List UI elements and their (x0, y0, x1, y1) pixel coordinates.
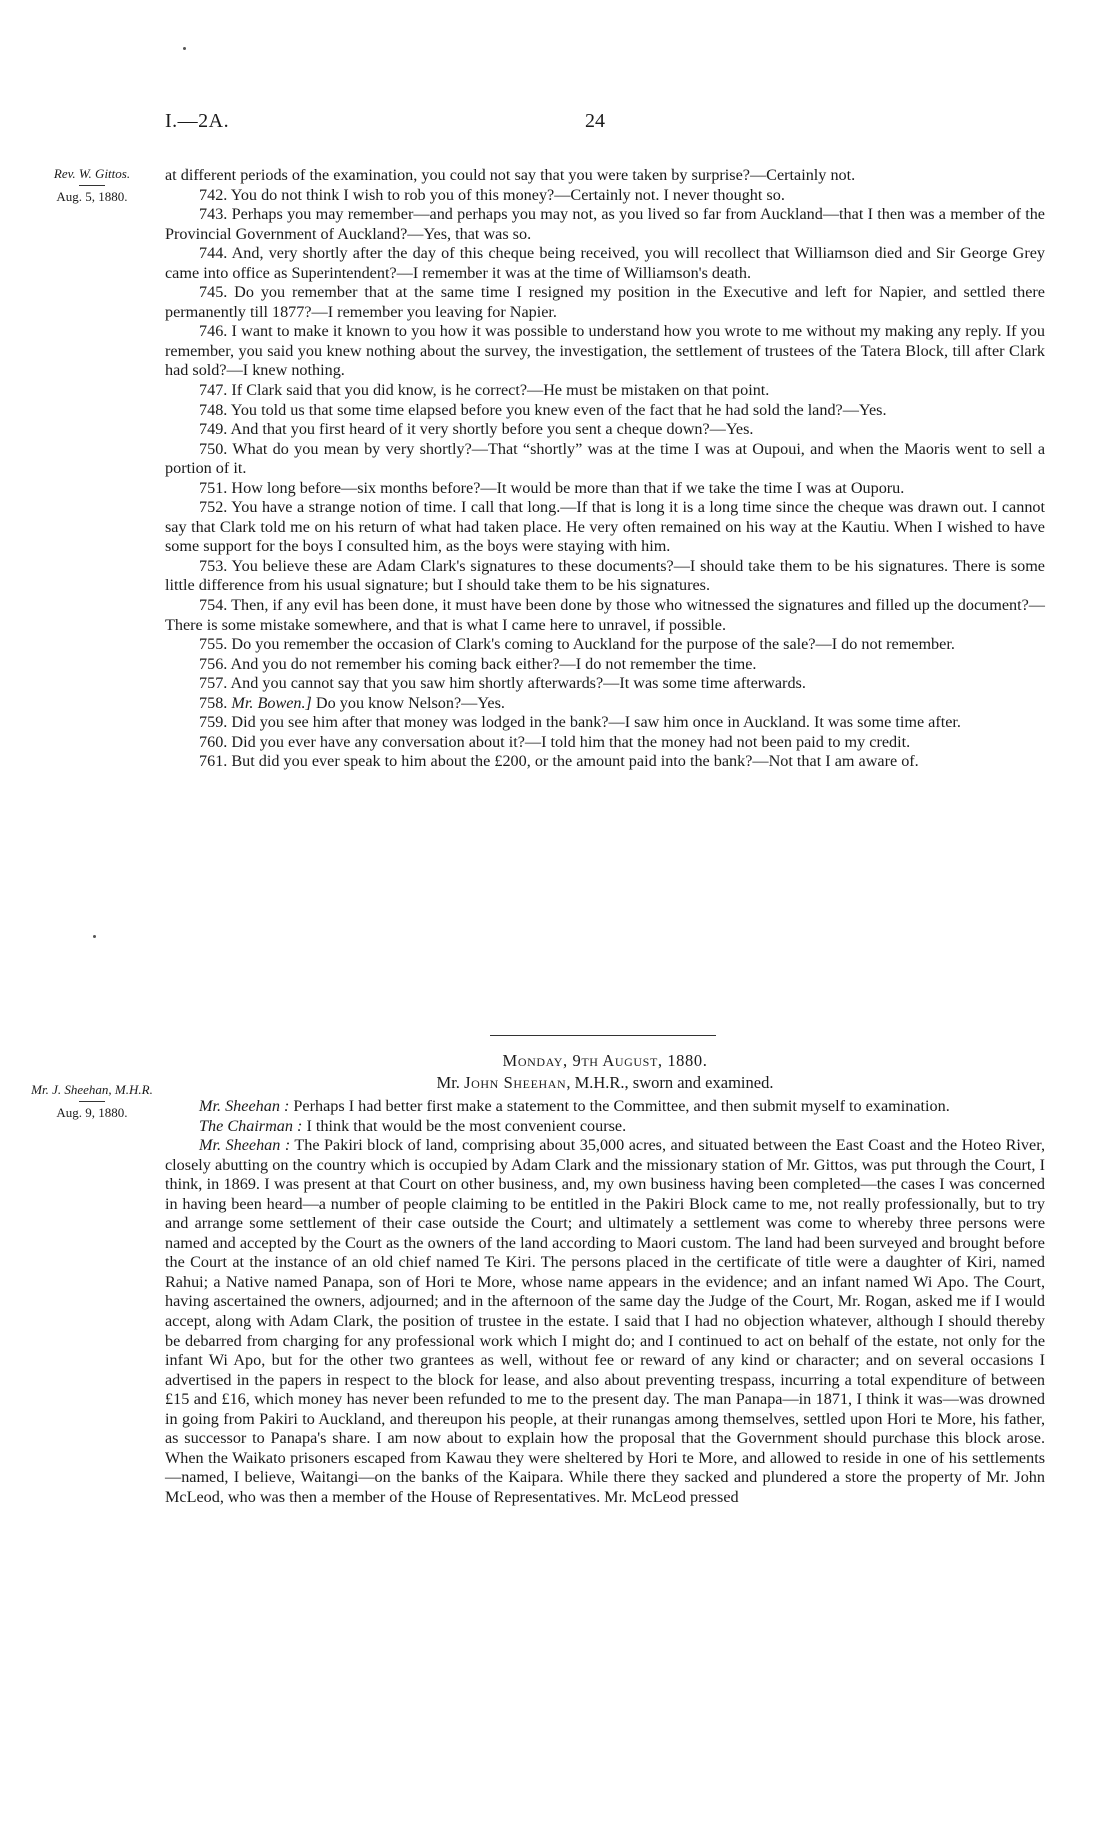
statement-paragraph (165, 1097, 1045, 1117)
speaker-name: The Chairman : (199, 1116, 303, 1135)
question-paragraph: 756. And you do not remember his coming back either?—I do not remember the time. (199, 654, 757, 673)
witness-name: Rev. W. Gittos. (53, 166, 131, 181)
stray-mark (183, 47, 186, 50)
question-paragraph: 743. Perhaps you may remember—and perhaps you may not, as you lived so far from Auckland—that I then was a member of the Provincial Government of Auckland?—Yes, that was so. (165, 205, 1045, 243)
question-paragraph: 746. I want to make it known to you how it was possible to understand how you wrote to me without my making any reply. If you remember, you said you knew nothing about the survey, the investigation, the settlement of trustees of the Tatera Block, till after Clark had sold?—I knew nothing. (165, 322, 1045, 380)
witness-full-name: John Sheehan (464, 1073, 567, 1092)
title-suffix: , M.H.R., sworn and examined. (566, 1073, 774, 1092)
examination-text-part2 (165, 1097, 1045, 1507)
question-number: 758. (199, 693, 228, 712)
hearing-date: Monday, 9th August, 1880. (502, 1051, 708, 1070)
question-paragraph (165, 694, 1045, 714)
page-header (165, 110, 1045, 138)
question-paragraph: 749. And that you first heard of it very shortly before you sent a cheque down?—Yes. (199, 420, 754, 439)
question-paragraph: 744. And, very shortly after the day of this cheque being received, you will recollect that Williamson died and Sir George Grey came into office as Superintendent?—I remember it was at the time of Williamson's death. (165, 244, 1045, 282)
section-divider (490, 1035, 716, 1036)
witness-name: Mr. J. Sheehan, M.H.R. (31, 1082, 153, 1097)
speaker-name: Mr. Sheehan : (199, 1136, 291, 1155)
section-heading (165, 1050, 1045, 1094)
speaker-name: Mr. Sheehan : (199, 1097, 290, 1115)
question-paragraph: 750. What do you mean by very shortly?—That “shortly” was at the time I was at Oupoui, and when the Maoris went to sell a portion of it. (165, 439, 1045, 478)
question-paragraph: 754. Then, if any evil has been done, it must have been done by those who witnessed the signatures and filled up the document?—There is some mistake somewhere, and that is what I came here to unravel, if possible. (165, 596, 1045, 634)
statement-text: I think that would be the most convenient course. (302, 1116, 627, 1135)
witness-date: Aug. 9, 1880. (56, 1105, 128, 1120)
page-number: 24 (585, 110, 605, 132)
question-paragraph: 757. And you cannot say that you saw him shortly afterwards?—It was some time afterwards. (199, 674, 806, 693)
witness-heading (165, 1072, 1045, 1094)
margin-note-witness-1 (22, 166, 162, 205)
paragraph: at different periods of the examination, you could not say that you were taken by surprise?—Certainly not. (165, 166, 856, 184)
question-paragraph: 753. You believe these are Adam Clark's signatures to these documents?—I should take them to be his signatures. There is some little difference from his usual signature; but I should take them to be his signatures. (165, 556, 1045, 595)
statement-paragraph (165, 1117, 1045, 1137)
title-prefix: Mr. (436, 1073, 465, 1092)
margin-divider (79, 1101, 105, 1102)
statement-text: The Pakiri block of land, comprising about 35,000 acres, and situated between the East Coast and the Hoteo River, closely abutting on the country which is occupied by Adam Clark and the missionary station of Mr. Gittos, was put through the Court, I think, in 1869. I was present at that Court on other business, and, my own business having been completed—the cases I was concerned in having been heard—a number of people claiming to be entitled in the Pakiri Block came to me, not really professionally, but to try and arrange some settlement of their case outside the Court; and ultimately a settlement was come to whereby three persons were named and accepted by the Court as the owners of the land according to Maori custom. The land had been surveyed and brought before the Court at the instance of an old chief named Te Kiri. The persons placed in the certificate of title were a daughter of Kiri, named Rahui; a Native named Panapa, son of Hori te More, whose name appears in the evidence; and an infant named Wi Apo. The Court, having ascertained the owners, adjourned; and in the afternoon of the same day the Judge of the Court, Mr. Rogan, asked me if I would accept, along with Adam Clark, the position of trustee in the estate. I said that I had no objection whatever, although I should thereby be debarred from charging for any professional work which I might do; and I continued to act on behalf of the estate, not only for the infant Wi Apo, but for the other two grantees as well, without fee or reward of any kind or character; and on several occasions I advertised in the papers in respect to the block for lease, and also about preventing trespass, incurring a total expenditure of between £15 and £16, which money has never been refunded to me to the present day. The man Panapa—in 1871, I think it was—was drowned in going from Pakiri to Auckland, and thereupon his people, at their runangas among themselves, settled upon Hori te More, his father, as successor to Panapa's share. I am now about to explain how the proposal that the Government should purchase this block arose. When the Waikato prisoners escaped from Kawau they were sheltered by Hori te More, and allowed to reside in one of his settlements—named, I believe, Waitangi—on the banks of the Kaipara. While there they sacked and plundered a store the property of Mr. John McLeod, who was then a member of the House of Representatives. Mr. McLeod pressed (165, 1136, 1046, 1506)
margin-divider (79, 185, 105, 186)
question-paragraph: 747. If Clark said that you did know, is he correct?—He must be mistaken on that point. (199, 381, 770, 400)
question-paragraph: 755. Do you remember the occasion of Clark's coming to Auckland for the purpose of the sale?—I do not remember. (199, 635, 955, 654)
question-paragraph: 751. How long before—six months before?—It would be more than that if we take the time I was at Ouporu. (199, 478, 905, 497)
interjector: Mr. Bowen.] (231, 693, 312, 712)
question-paragraph: 760. Did you ever have any conversation about it?—I told him that the money had not been paid to my credit. (199, 732, 911, 751)
document-reference: I.—2A. (165, 110, 230, 132)
question-paragraph: 752. You have a strange notion of time. I call that long.—If that is long it is a long time since the cheque was drawn out. I cannot say that Clark told me on his return of what had taken place. He very often remained on his way at the Kautiu. When I wished to have some support for the boys I consulted him, as the boys were staying with him. (165, 498, 1045, 556)
statement-paragraph (165, 1136, 1045, 1507)
question-paragraph: 745. Do you remember that at the same time I resigned my position in the Executive and left for Napier, and settled there permanently till 1877?—I remember you leaving for Napier. (165, 283, 1045, 321)
question-paragraph: 759. Did you see him after that money was lodged in the bank?—I saw him once in Auckland. It was some time after. (199, 713, 961, 732)
question-paragraph: 748. You told us that some time elapsed before you knew even of the fact that he had sold the land?—Yes. (199, 400, 887, 419)
question-paragraph: 742. You do not think I wish to rob you of this money?—Certainly not. I never thought so. (199, 185, 785, 204)
witness-date: Aug. 5, 1880. (56, 189, 128, 204)
question-text: Do you know Nelson?—Yes. (315, 693, 505, 712)
statement-text: Perhaps I had better first make a statement to the Committee, and then submit myself to examination. (289, 1097, 950, 1115)
question-paragraph: 761. But did you ever speak to him about the £200, or the amount paid into the bank?—Not that I am aware of. (199, 752, 919, 771)
stray-mark (93, 935, 96, 938)
margin-note-witness-2 (22, 1082, 162, 1121)
examination-text-part1 (165, 166, 1045, 772)
